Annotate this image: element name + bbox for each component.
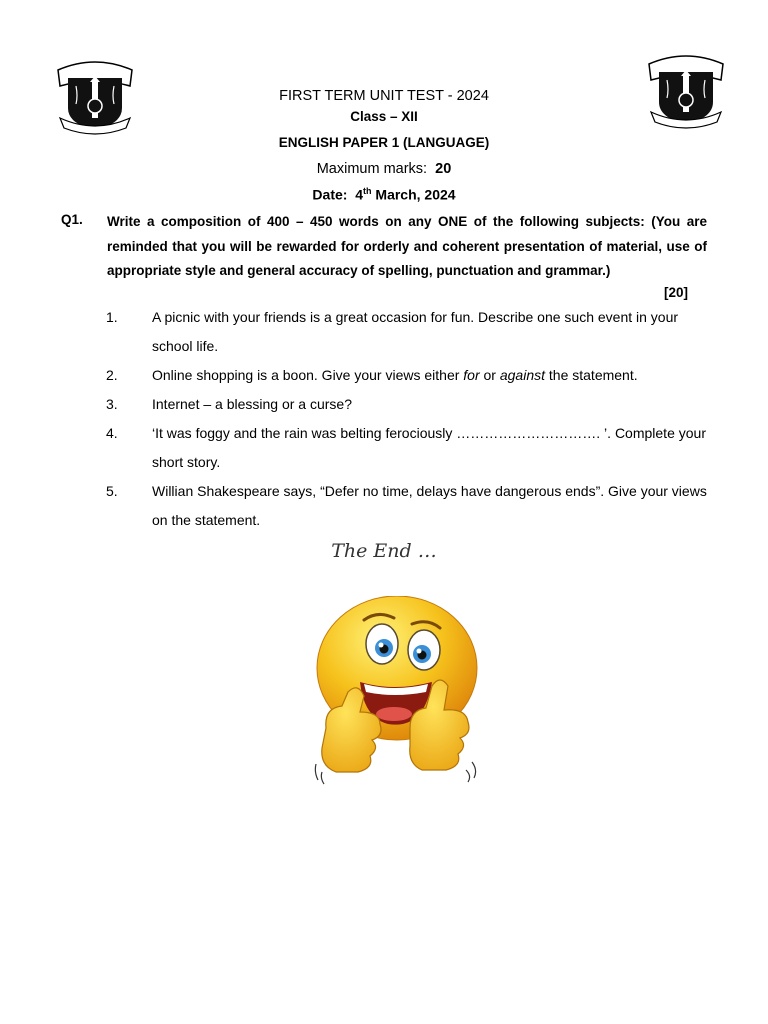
option-number: 2.: [106, 367, 118, 383]
thumbs-up-smiley-icon: [314, 596, 480, 788]
option-text: A picnic with your friends is a great occasion for fun. Describe one such event in your school life.: [152, 309, 679, 354]
date-day: 4: [355, 186, 364, 203]
date-label: Date:: [312, 186, 348, 203]
question-number: Q1.: [61, 212, 83, 227]
option-emphasis: against: [499, 367, 546, 383]
option-number: 1.: [106, 309, 118, 325]
marks-value: 20: [435, 161, 452, 177]
option-text: ‘It was foggy and the rain was belting ferociously …………………………. ’. Complete your short story.: [152, 425, 706, 470]
option-text-part: Online shopping is a boon. Give your views either: [152, 367, 464, 383]
test-title: FIRST TERM UNIT TEST - 2024: [279, 88, 489, 104]
question-marks: [20]: [664, 285, 689, 300]
option-text: [152, 361, 707, 390]
option-text-part: the statement.: [545, 367, 638, 383]
date-rest: March, 2024: [375, 186, 456, 203]
class-label: Class – XII: [350, 109, 418, 124]
exam-date: [0, 186, 768, 203]
date-suffix: th: [363, 186, 372, 196]
option-text: Willian Shakespeare says, “Defer no time, delays have dangerous ends”. Give your views on the statement.: [152, 483, 707, 528]
maximum-marks: [0, 161, 768, 177]
option-number: 5.: [106, 483, 118, 499]
option-text: Internet – a blessing or a curse?: [152, 396, 353, 412]
option-emphasis: for: [463, 367, 480, 383]
option-number: 3.: [106, 396, 118, 412]
option-text-part: or: [479, 367, 500, 383]
the-end-text: The End …: [331, 540, 437, 562]
paper-title: ENGLISH PAPER 1 (LANGUAGE): [278, 135, 490, 150]
marks-label: Maximum marks:: [316, 161, 428, 177]
question-text: Write a composition of 400 – 450 words on any ONE of the following subjects: (You are reminded that you will be rewarded for orderly and coherent presentation of material, use of appropriate style and general accuracy of spelling, punctuation and grammar.): [107, 214, 707, 278]
option-number: 4.: [106, 425, 118, 441]
